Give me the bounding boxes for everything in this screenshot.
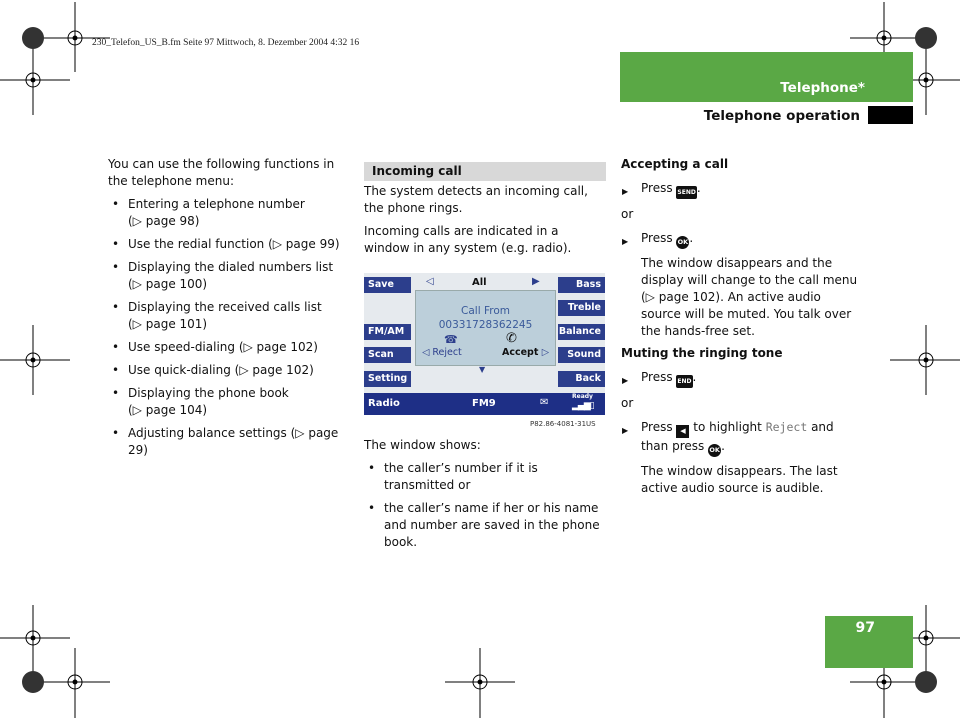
- radio-display-figure: [364, 273, 605, 415]
- step-press-send: ▶ Press SEND.: [621, 180, 863, 199]
- item-ref: (▷ page 100): [128, 277, 208, 291]
- end-key-icon: END: [676, 375, 692, 388]
- left-key-icon: ◀: [676, 425, 689, 438]
- paragraph: Incoming calls are indicated in a window in any system (e.g. radio).: [364, 224, 572, 255]
- press-label: Press: [641, 370, 673, 384]
- heading-accepting: Accepting a call: [621, 157, 729, 171]
- list-item: [108, 196, 353, 230]
- column-incoming-call: [364, 183, 606, 257]
- list-item: [108, 425, 353, 459]
- ok-key-icon: OK: [708, 444, 721, 457]
- screen-btn-setting: Setting: [364, 371, 411, 387]
- file-meta: 230_Telefon_US_B.fm Seite 97 Mittwoch, 8. Dezember 2004 4:32 16: [92, 38, 360, 48]
- item-text: Use the redial function (▷ page 99): [128, 237, 340, 251]
- screen-btn-bass: Bass: [558, 277, 605, 293]
- or-text: or: [621, 396, 634, 410]
- screen-btn-back: Back: [558, 371, 605, 387]
- list-item: [108, 299, 353, 333]
- accept-option: Accept ▷: [502, 347, 550, 358]
- right-arrow-icon: ▶: [532, 276, 540, 287]
- press-label: Press: [641, 181, 673, 195]
- item-text: Displaying the received calls list: [128, 300, 322, 314]
- and-text: and: [811, 420, 834, 434]
- source-label: Radio: [368, 398, 400, 409]
- list-item: [108, 339, 353, 356]
- paragraph: The system detects an incoming call, the phone rings.: [364, 184, 588, 215]
- figure-ref: P82.86-4081-31US: [530, 420, 596, 428]
- send-key-icon: SEND: [676, 186, 696, 199]
- item-text: Displaying the phone book: [128, 386, 289, 400]
- page-number: 97: [855, 620, 875, 636]
- message-icon: ✉: [540, 397, 549, 408]
- column-accepting: [621, 156, 863, 497]
- caller-number: 00331728362245: [438, 319, 533, 331]
- step-press-left: ▶ Press ◀ to highlight Reject and than press OK.: [621, 419, 863, 457]
- header-section: Telephone*: [780, 80, 865, 96]
- step-press-ok: ▶ Press OK.: [621, 230, 863, 249]
- screen-btn-sound: Sound: [558, 347, 605, 363]
- screen-btn-save: Save: [364, 277, 411, 293]
- item-text: Adjusting balance settings (▷ page 29): [128, 426, 339, 457]
- station-label: FM9: [472, 398, 496, 409]
- status-bar: [364, 393, 605, 415]
- to-highlight-text: to highlight: [693, 420, 762, 434]
- reject-option: ◁ Reject: [422, 347, 462, 358]
- reject-word: Reject: [765, 420, 808, 434]
- reject-label: Reject: [432, 347, 462, 358]
- list-item: [108, 259, 353, 293]
- window-shows-block: [364, 437, 606, 551]
- item-text: Use quick-dialing (▷ page 102): [128, 363, 314, 377]
- or-text: or: [621, 207, 634, 221]
- item-text: Use speed-dialing (▷ page 102): [128, 340, 318, 354]
- list-item: [108, 362, 353, 379]
- item-text: Displaying the dialed numbers list: [128, 260, 334, 274]
- intro-text: You can use the following functions in the telephone menu:: [108, 157, 335, 188]
- list-item: [108, 385, 353, 419]
- signal-icon: ▂▄▆▯: [572, 401, 594, 411]
- call-window: [415, 290, 556, 366]
- item-text: Entering a telephone number: [128, 197, 305, 211]
- item-ref: (▷ page 101): [128, 317, 208, 331]
- screen-btn-balance: Balance: [558, 324, 605, 340]
- column-functions: [108, 156, 353, 459]
- press-label: Press: [641, 231, 673, 245]
- down-arrow-icon: ▼: [479, 365, 486, 374]
- press-label: Press: [641, 420, 673, 434]
- list-item: [108, 236, 353, 253]
- accept-label: Accept: [502, 347, 539, 358]
- window-shows-label: The window shows:: [364, 438, 481, 452]
- call-from-label: Call From: [461, 305, 510, 317]
- header-tab: [868, 106, 913, 124]
- hangup-phone-icon: ☎: [444, 333, 458, 346]
- section-heading-text: Incoming call: [372, 164, 462, 178]
- screen-top-label: All: [472, 277, 487, 288]
- accept-note: The window disappears and the display will change to the call menu (▷ page 102). An active audio source will be muted. You talk over the hands-free set.: [641, 256, 858, 338]
- than-press-text: than press: [641, 439, 705, 453]
- list-item: • the caller’s name if her or his name and number are saved in the phone book.: [364, 500, 606, 551]
- screen-btn-fmam: FM/AM: [364, 324, 411, 340]
- item-ref: (▷ page 98): [128, 214, 200, 228]
- screen-btn-treble: Treble: [558, 300, 605, 316]
- heading-muting: Muting the ringing tone: [621, 346, 783, 360]
- item-ref: (▷ page 104): [128, 403, 208, 417]
- list-item: • the caller’s number if it is transmitted or: [364, 460, 606, 494]
- header-subsection: Telephone operation: [703, 108, 860, 124]
- ready-label: Ready: [572, 393, 593, 400]
- step-press-end: ▶ Press END.: [621, 369, 863, 388]
- answer-phone-icon: ✆: [506, 331, 517, 346]
- left-arrow-icon: ◁: [426, 276, 434, 287]
- ok-key-icon: OK: [676, 236, 689, 249]
- section-heading: [364, 162, 606, 181]
- mute-note: The window disappears. The last active audio source is audible.: [641, 464, 838, 495]
- screen-btn-scan: Scan: [364, 347, 411, 363]
